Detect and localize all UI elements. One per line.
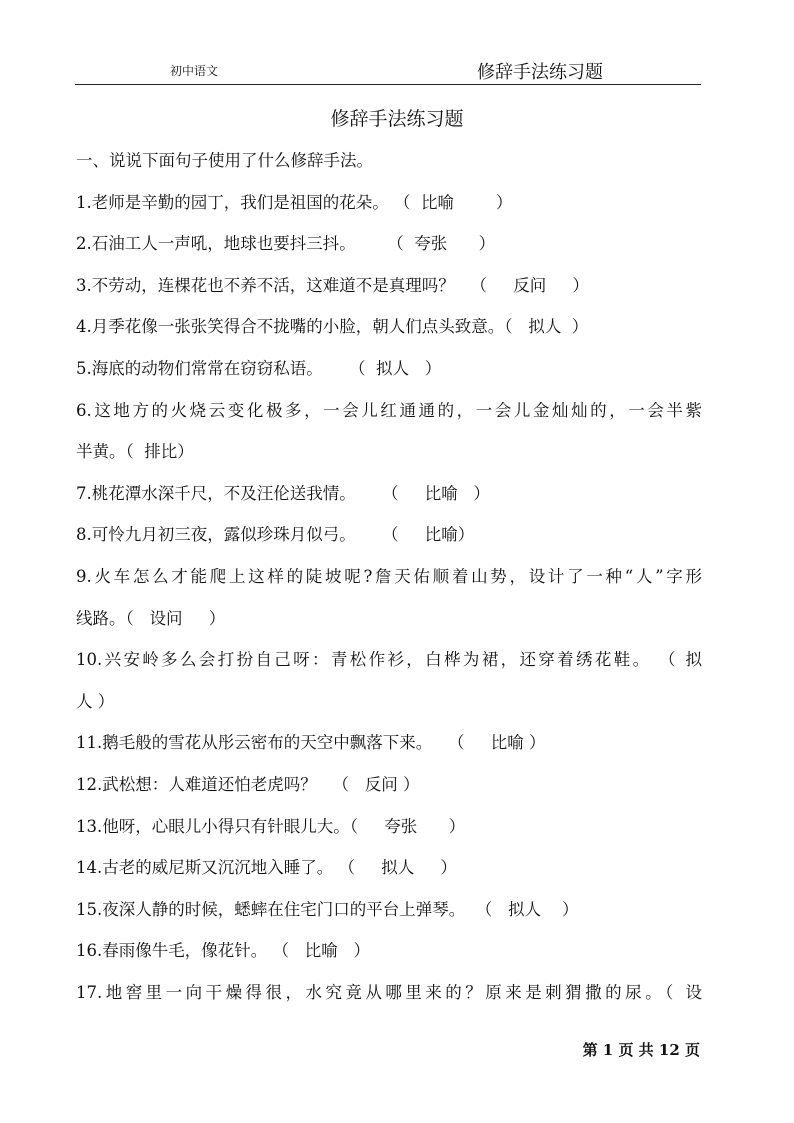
exercise-line: 1.老师是辛勤的园丁，我们是祖国的花朵。 （ 比喻 ）	[76, 192, 513, 212]
exercise-line: 13.他呀，心眼儿小得只有针眼儿大。（ 夸张 ）	[76, 816, 466, 836]
document-title: 修辞手法练习题	[330, 108, 464, 130]
header-subject: 初中语文	[170, 64, 219, 78]
exercise-line: 半黄。（ 排比）	[76, 442, 194, 462]
exercise-line: 10.兴安岭多么会打扮自己呀：青松作衫，白桦为裙，还穿着绣花鞋。 （ 拟	[76, 650, 702, 670]
exercise-line: 8.可怜九月初三夜，露似珍珠月似弓。 （ 比喻）	[76, 525, 475, 545]
exercise-line: 14.古老的威尼斯又沉沉地入睡了。 （ 拟人 ）	[76, 858, 457, 878]
section-heading: 一、说说下面句子使用了什么修辞手法。	[76, 151, 373, 170]
exercise-line: 17.地窖里一向干燥得很，水究竟从哪里来的？原来是刺猬撒的尿。（ 设	[76, 982, 702, 1002]
exercise-line: 3.不劳动，连棵花也不养不活，这难道不是真理吗？ （ 反问 ）	[76, 275, 589, 295]
exercise-line: 12.武松想：人难道还怕老虎吗？ （ 反问 ）	[76, 774, 420, 794]
exercise-line: 人 ）	[76, 691, 115, 711]
header-divider	[75, 84, 701, 85]
exercise-line: 11.鹅毛般的雪花从彤云密布的天空中飘落下来。 （ 比喻 ）	[76, 733, 546, 753]
exercise-line: 线路。（ 设问 ）	[76, 608, 226, 628]
exercise-line: 2.石油工人一声吼，地球也要抖三抖。 （ 夸张 ）	[76, 234, 496, 254]
exercise-line: 7.桃花潭水深千尺，不及汪伦送我情。 （ 比喻 ）	[76, 483, 490, 503]
exercise-line: 5.海底的动物们常常在窃窃私语。 （ 拟人 ）	[76, 358, 442, 378]
exercise-line: 4.月季花像一张张笑得合不拢嘴的小脸，朝人们点头致意。（ 拟人 ）	[76, 317, 589, 337]
exercise-line: 9.火车怎么才能爬上这样的陡坡呢?詹天佑顺着山势，设计了一种“人”字形	[76, 566, 702, 586]
exercise-line: 6.这地方的火烧云变化极多，一会儿红通通的，一会儿金灿灿的，一会半紫	[76, 400, 702, 420]
exercise-content	[76, 140, 702, 1013]
exercise-line: 15.夜深人静的时候，蟋蟀在住宅门口的平台上弹琴。 （ 拟人 ）	[76, 899, 579, 919]
header-title: 修辞手法练习题	[477, 62, 603, 83]
exercise-line: 16.春雨像牛毛，像花针。 （ 比喻 ）	[76, 941, 370, 961]
page-number: 第 1 页 共 12 页	[582, 1041, 700, 1059]
